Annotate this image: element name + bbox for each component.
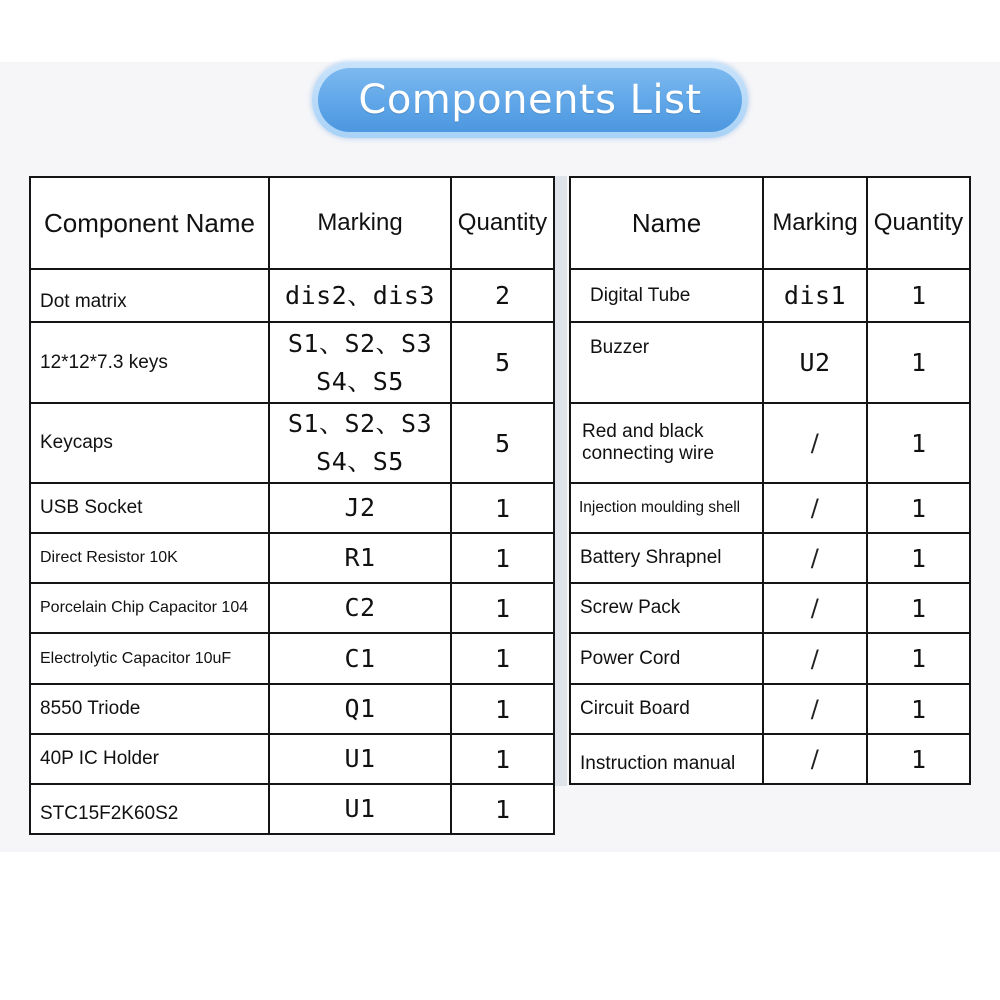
table-row — [30, 322, 554, 403]
component-name: Keycaps — [30, 403, 269, 483]
table-row — [30, 583, 554, 633]
table-row — [570, 633, 970, 684]
item-quantity: 1 — [867, 269, 970, 322]
component-quantity: 2 — [451, 269, 554, 322]
name-line: Screw Pack — [580, 597, 681, 618]
title-banner-inner — [318, 68, 742, 132]
name-line: Instruction manual — [580, 753, 736, 774]
header-marking: Marking — [763, 177, 867, 269]
item-name — [570, 483, 763, 533]
table-row — [570, 403, 970, 483]
component-name: 40P IC Holder — [30, 734, 269, 784]
marking-line: S4、S5 — [316, 447, 404, 476]
item-marking: U2 — [763, 322, 867, 403]
marking-line: dis2、dis3 — [285, 280, 435, 310]
item-marking: / — [763, 684, 867, 734]
component-marking — [269, 322, 451, 403]
component-marking — [269, 533, 451, 583]
marking-line: S4、S5 — [316, 366, 404, 396]
name-line: Red and black — [582, 421, 704, 442]
item-marking: / — [763, 633, 867, 684]
name-line: Injection moulding shell — [579, 499, 741, 516]
table-header-row — [570, 177, 970, 269]
page-title: Components List — [358, 77, 702, 123]
marking-line: U1 — [344, 794, 376, 823]
component-marking — [269, 483, 451, 533]
item-marking: / — [763, 533, 867, 583]
component-quantity: 1 — [451, 734, 554, 784]
component-marking — [269, 583, 451, 633]
component-quantity: 1 — [451, 633, 554, 684]
item-quantity: 1 — [867, 684, 970, 734]
name-line: Buzzer — [590, 337, 650, 358]
component-marking — [269, 403, 451, 483]
table-row — [570, 483, 970, 533]
component-marking — [269, 734, 451, 784]
name-line: Battery Shrapnel — [580, 547, 722, 568]
header-name: Name — [570, 177, 763, 269]
item-name — [570, 322, 763, 403]
component-quantity: 5 — [451, 403, 554, 483]
table-row — [30, 684, 554, 734]
marking-line: S1、S2、S3 — [287, 409, 433, 438]
item-name — [570, 269, 763, 322]
name-line: Power Cord — [580, 647, 681, 669]
item-quantity: 1 — [867, 403, 970, 483]
table-row — [30, 734, 554, 784]
marking-line: R1 — [344, 543, 376, 572]
component-name: Dot matrix — [30, 269, 269, 322]
component-name: STC15F2K60S2 — [30, 784, 269, 834]
components-table-left — [29, 176, 555, 835]
component-quantity: 5 — [451, 322, 554, 403]
marking-line: J2 — [344, 493, 376, 522]
table-row — [30, 533, 554, 583]
component-name: USB Socket — [30, 483, 269, 533]
table-row — [570, 684, 970, 734]
component-quantity: 1 — [451, 583, 554, 633]
table-row — [570, 583, 970, 633]
component-quantity: 1 — [451, 684, 554, 734]
header-component-name: Component Name — [30, 177, 269, 269]
component-marking — [269, 633, 451, 684]
item-quantity: 1 — [867, 583, 970, 633]
marking-line: C1 — [344, 643, 376, 673]
item-name — [570, 633, 763, 684]
table-row — [570, 322, 970, 403]
component-quantity: 1 — [451, 483, 554, 533]
item-name — [570, 533, 763, 583]
name-line: Circuit Board — [580, 698, 690, 719]
components-table-right — [569, 176, 971, 785]
table-row — [570, 734, 970, 784]
header-quantity: Quantity — [451, 177, 554, 269]
component-name: Porcelain Chip Capacitor 104 — [30, 583, 269, 633]
component-quantity: 1 — [451, 784, 554, 834]
item-quantity: 1 — [867, 633, 970, 684]
item-marking: / — [763, 583, 867, 633]
component-name: Electrolytic Capacitor 10uF — [30, 633, 269, 684]
marking-line: C2 — [344, 593, 376, 622]
item-name — [570, 684, 763, 734]
component-marking — [269, 684, 451, 734]
item-marking: / — [763, 734, 867, 784]
item-quantity: 1 — [867, 322, 970, 403]
item-marking: dis1 — [763, 269, 867, 322]
table-row — [570, 269, 970, 322]
item-quantity: 1 — [867, 483, 970, 533]
table-row — [30, 269, 554, 322]
table-divider — [555, 176, 567, 786]
marking-line: U1 — [344, 744, 376, 773]
component-marking — [269, 269, 451, 322]
item-marking: / — [763, 403, 867, 483]
table-header-row — [30, 177, 554, 269]
name-line: connecting wire — [582, 443, 715, 464]
header-marking: Marking — [269, 177, 451, 269]
component-marking — [269, 784, 451, 834]
marking-line: Q1 — [344, 694, 376, 723]
table-row — [30, 784, 554, 834]
table-row — [30, 403, 554, 483]
item-name — [570, 583, 763, 633]
table-row — [30, 633, 554, 684]
table-row — [30, 483, 554, 533]
item-name — [570, 734, 763, 784]
title-banner — [312, 62, 748, 138]
header-quantity: Quantity — [867, 177, 970, 269]
item-quantity: 1 — [867, 533, 970, 583]
name-line: Digital Tube — [590, 284, 691, 306]
item-quantity: 1 — [867, 734, 970, 784]
item-name — [570, 403, 763, 483]
marking-line: S1、S2、S3 — [287, 328, 433, 358]
component-quantity: 1 — [451, 533, 554, 583]
item-marking: / — [763, 483, 867, 533]
component-name: 8550 Triode — [30, 684, 269, 734]
table-row — [570, 533, 970, 583]
component-name: 12*12*7.3 keys — [30, 322, 269, 403]
component-name: Direct Resistor 10K — [30, 533, 269, 583]
